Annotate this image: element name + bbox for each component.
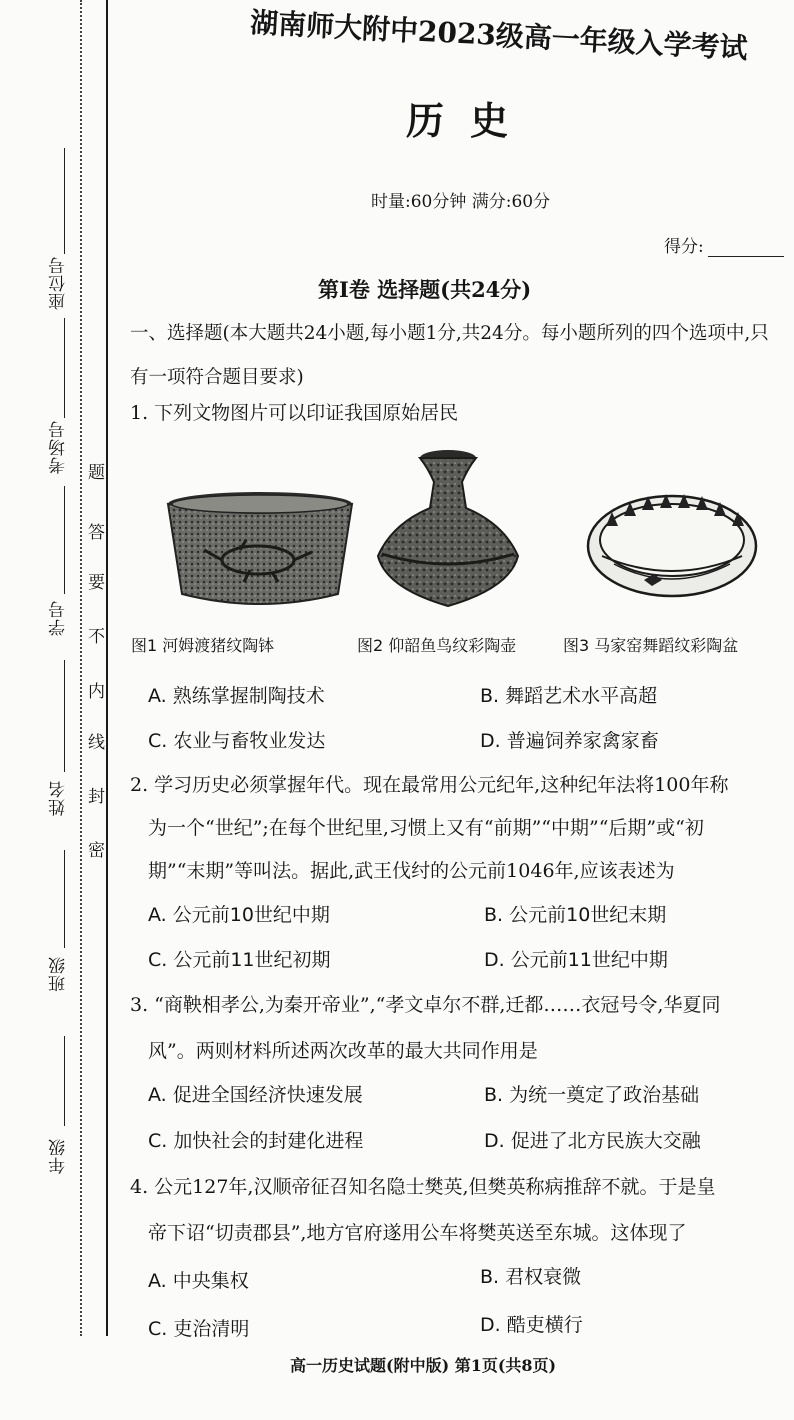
- question-4-stem-line: 4. 公元127年,汉顺帝征召知名隐士樊英,但樊英称病推辞不就。于是皇: [130, 1176, 716, 1198]
- figure-2-caption: 图2 仰韶鱼鸟纹彩陶壶: [357, 636, 517, 655]
- q4-option-c[interactable]: C. 吏治清明: [148, 1318, 250, 1340]
- grade-label: 年级: [49, 1138, 69, 1174]
- pottery-pot-image: [372, 448, 524, 616]
- figure-1-caption: 图1 河姆渡猪纹陶钵: [131, 636, 275, 655]
- binding-dotted-line: [80, 0, 82, 1336]
- page-footer: 高一历史试题(附中版) 第1页(共8页): [290, 1356, 557, 1375]
- name-blank: [64, 660, 65, 772]
- seal-char: 题: [88, 463, 105, 483]
- q3-option-c[interactable]: C. 加快社会的封建化进程: [148, 1130, 364, 1152]
- q2-option-b[interactable]: B. 公元前10世纪末期: [484, 904, 667, 926]
- exam-meta: 时量:60分钟 满分:60分: [371, 192, 551, 212]
- question-3-stem-line: 3. “商鞅相孝公,为秦开帝业”,“孝文卓尔不群,迁都……衣冠号令,华夏同: [130, 994, 721, 1016]
- binding-solid-line: [106, 0, 108, 1336]
- q1-option-c[interactable]: C. 农业与畜牧业发达: [148, 730, 326, 752]
- q4-option-a[interactable]: A. 中央集权: [148, 1270, 249, 1292]
- class-label: 班级: [49, 956, 69, 992]
- q3-option-d[interactable]: D. 促进了北方民族大交融: [484, 1130, 701, 1152]
- pottery-basin-image: [584, 486, 760, 606]
- question-2-stem-line: 为一个“世纪”;在每个世纪里,习惯上又有“前期”“中期”“后期”或“初: [148, 817, 704, 839]
- seal-char: 答: [88, 523, 105, 543]
- exam-room-blank: [64, 318, 65, 418]
- q2-option-a[interactable]: A. 公元前10世纪中期: [148, 904, 330, 926]
- question-2-stem-line: 2. 学习历史必须掌握年代。现在最常用公元纪年,这种纪年法将100年称: [130, 774, 729, 796]
- q2-option-d[interactable]: D. 公元前11世纪中期: [484, 949, 668, 971]
- section-instructions: 一、选择题(本大题共24小题,每小题1分,共24分。每小题所列的四个选项中,只有一项符合题目要求): [130, 323, 769, 388]
- score-field[interactable]: [664, 232, 784, 257]
- seal-char: 密: [88, 841, 105, 861]
- q3-option-b[interactable]: B. 为统一奠定了政治基础: [484, 1084, 700, 1106]
- pottery-bowl-image: [160, 490, 360, 610]
- name-label: 姓名: [49, 780, 69, 816]
- q2-option-c[interactable]: C. 公元前11世纪初期: [148, 949, 331, 971]
- q1-option-d[interactable]: D. 普遍饲养家禽家畜: [480, 730, 659, 752]
- seal-char: 线: [88, 733, 105, 753]
- section-title: 第Ⅰ卷 选择题(共24分): [318, 277, 532, 302]
- exam-title: 湖南师大附中2023级高一年级入学考试: [249, 5, 749, 66]
- grade-blank: [64, 1036, 65, 1126]
- q1-option-b[interactable]: B. 舞蹈艺术水平高超: [480, 685, 658, 707]
- score-label: 得分:: [664, 237, 704, 257]
- question-4-stem-line: 帝下诏“切责郡县”,地方官府遂用公车将樊英送至东城。这体现了: [148, 1222, 687, 1244]
- seal-char: 要: [88, 573, 105, 593]
- figure-3-caption: 图3 马家窑舞蹈纹彩陶盆: [563, 636, 739, 655]
- question-3-stem-line: 风”。两则材料所述两次改革的最大共同作用是: [148, 1040, 538, 1062]
- q4-option-d[interactable]: D. 酷吏横行: [480, 1314, 583, 1336]
- question-2-stem-line: 期”“末期”等叫法。据此,武王伐纣的公元前1046年,应该表述为: [148, 860, 675, 882]
- seal-char: 封: [88, 787, 105, 807]
- score-blank[interactable]: [708, 240, 784, 257]
- q3-option-a[interactable]: A. 促进全国经济快速发展: [148, 1084, 363, 1106]
- seat-number-blank: [64, 148, 65, 254]
- subject-title: 历史: [406, 98, 535, 143]
- seal-char: 内: [88, 682, 105, 702]
- seat-number-label: 座位号: [49, 256, 69, 310]
- q4-option-b[interactable]: B. 君权衰微: [480, 1266, 582, 1288]
- seal-char: 不: [88, 627, 105, 647]
- q1-option-a[interactable]: A. 熟练掌握制陶技术: [148, 685, 325, 707]
- student-id-blank: [64, 486, 65, 594]
- exam-room-label: 考场号: [49, 420, 69, 474]
- class-blank: [64, 850, 65, 948]
- question-1-stem: 1. 下列文物图片可以印证我国原始居民: [130, 402, 459, 424]
- student-id-label: 学号: [49, 600, 69, 636]
